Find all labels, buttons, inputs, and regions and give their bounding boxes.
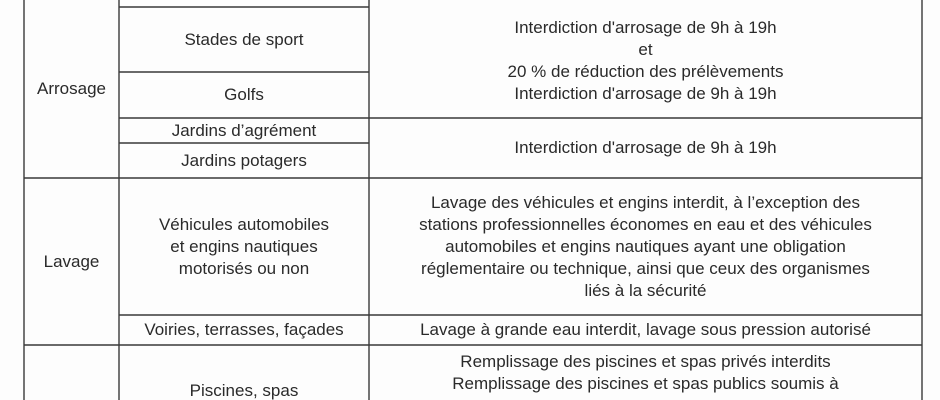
category-lavage-label: Lavage <box>43 251 100 271</box>
category-arrosage <box>24 0 119 178</box>
row-voiries-label: Voiries, terrasses, façades <box>144 320 344 339</box>
category-piscines <box>119 380 369 400</box>
measure-vehicules-line3: automobiles et engins nautiques ayant une obligation <box>445 236 846 256</box>
measure-g1-line1: Interdiction d'arrosage de 9h à 19h <box>514 18 777 37</box>
measure-arrosage-group-1 <box>369 0 922 118</box>
category-lavage <box>24 178 119 345</box>
row-vehicules-line2: et engins nautiques <box>170 236 318 256</box>
measure-vehicules-line2: stations professionnelles économes en eau et des véhicules <box>419 214 872 234</box>
measure-piscines-line1: Remplissage des piscines et spas privés interdits <box>460 352 831 371</box>
measure-piscines <box>369 345 922 400</box>
row-vehicules <box>119 178 369 315</box>
row-jardins-potagers-label: Jardins potagers <box>181 150 307 170</box>
measure-voiries <box>369 315 922 345</box>
measure-g1-line4: Interdiction d'arrosage de 9h à 19h <box>514 84 777 103</box>
row-stades-label: Stades de sport <box>184 29 304 49</box>
measure-voiries-text: Lavage à grande eau interdit, lavage sous pression autorisé <box>420 320 871 339</box>
measure-g1-line2: et <box>638 40 653 59</box>
row-voiries <box>119 315 369 345</box>
row-vehicules-line1: Véhicules automobiles <box>158 214 330 234</box>
measure-g2-text: Interdiction d'arrosage de 9h à 19h <box>514 138 777 157</box>
row-stades-de-sport <box>119 7 369 72</box>
row-jardins-agrement <box>119 118 369 143</box>
measure-vehicules-line4: réglementaire ou technique, ainsi que ceux des organismes <box>421 258 870 278</box>
measure-vehicules-line1: Lavage des véhicules et engins interdit, à l’exception des <box>430 192 861 212</box>
measure-vehicules <box>369 178 922 315</box>
category-piscines-label: Piscines, spas <box>189 381 299 400</box>
measure-piscines-line2: Remplissage des piscines et spas publics soumis à <box>452 374 839 393</box>
measure-arrosage-group-2 <box>369 118 922 178</box>
row-golfs-label: Golfs <box>224 85 264 104</box>
row-vehicules-line3: motorisés ou non <box>178 258 310 278</box>
row-jardins-agrement-label: Jardins d’agrément <box>171 120 317 140</box>
row-jardins-potagers <box>119 143 369 178</box>
row-golfs <box>119 72 369 118</box>
measure-g1-line3: 20 % de réduction des prélèvements <box>507 62 784 81</box>
category-arrosage-label: Arrosage <box>37 79 106 98</box>
measure-vehicules-line5: liés à la sécurité <box>584 280 707 300</box>
